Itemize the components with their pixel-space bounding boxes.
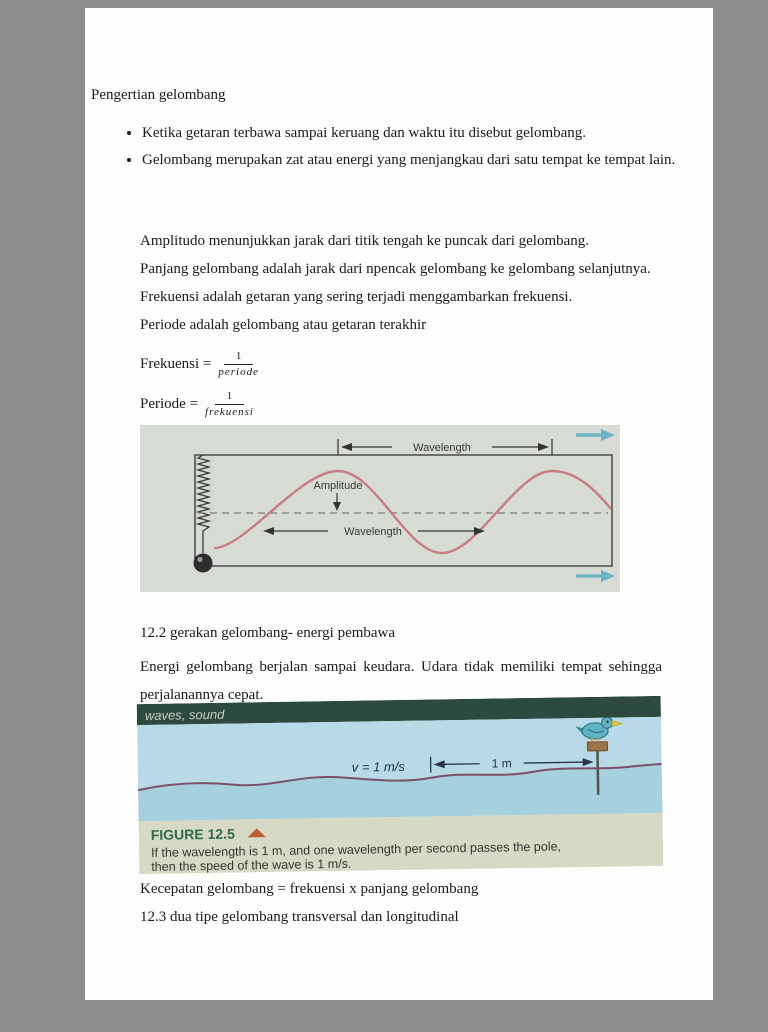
wavelength-mid-label: Wavelength [344, 526, 402, 538]
frequency-formula [140, 344, 259, 384]
formula-lhs: Frekuensi = [140, 356, 211, 373]
amplitude-label: Amplitude [314, 480, 363, 492]
period-formula [140, 384, 259, 424]
fraction [205, 390, 254, 419]
section-12-2-body: Energi gelombang berjalan sampai keudara. Udara tidak memiliki tempat sehingga perjalanannya cepat. [140, 653, 662, 709]
figure-label: FIGURE 12.5 [151, 826, 235, 843]
spring-icon [198, 455, 209, 553]
definitions-block [140, 227, 651, 339]
blue-arrow-right-top-icon [576, 429, 615, 441]
bullet-item: • Gelombang merupakan zat atau energi yang menjangkau dari satu tempat ke tempat lain. [142, 147, 699, 174]
definition-line: Periode adalah gelombang atau getaran terakhir [140, 311, 651, 339]
figure-12-5 [137, 696, 664, 874]
figure-12-5-svg [137, 696, 664, 874]
pendulum-ball-icon [194, 554, 213, 573]
fraction-numerator: 1 [215, 390, 245, 405]
page-title: Pengertian gelombang [91, 87, 226, 104]
bullet-item: • Ketika getaran terbawa sampai keruang dan waktu itu disebut gelombang. [142, 120, 699, 147]
arrow-left-icon [263, 527, 274, 535]
section-12-2-heading: 12.2 gerakan gelombang- energi pembawa [140, 625, 395, 642]
definition-line: Frekuensi adalah getaran yang sering terjadi menggambarkan frekuensi. [140, 283, 651, 311]
pole-cap [587, 742, 607, 751]
figure-header-partial-text: waves, sound [145, 707, 225, 723]
arrow-right-icon [538, 443, 549, 451]
pole [597, 750, 598, 795]
speed-label: v = 1 m/s [352, 759, 406, 775]
sine-wave [214, 471, 611, 553]
arrow-left-icon [341, 443, 352, 451]
bullet-list [118, 120, 699, 174]
wave-speed-line: Kecepatan gelombang = frekuensi x panjang gelombang [140, 881, 478, 898]
wavelength-top-label: Wavelength [413, 442, 471, 454]
definition-line: Amplitudo menunjukkan jarak dari titik tengah ke puncak dari gelombang. [140, 227, 651, 255]
fraction-denominator: periode [218, 365, 259, 379]
distance-label: 1 m [492, 756, 512, 770]
blue-arrow-right-bottom-icon [576, 570, 615, 582]
wave-diagram-svg [140, 425, 620, 592]
definition-line: Panjang gelombang adalah jarak dari npencak gelombang ke gelombang selanjutnya. [140, 255, 651, 283]
formula-lhs: Periode = [140, 396, 198, 413]
fraction-denominator: frekuensi [205, 405, 254, 419]
arrow-down-icon [333, 502, 341, 511]
document-page [85, 8, 713, 1000]
figure-caption-line2: then the speed of the wave is 1 m/s. [151, 857, 351, 874]
section-12-3-heading: 12.3 dua tipe gelombang transversal dan longitudinal [140, 909, 459, 926]
formulas-block [140, 344, 259, 424]
figure-caption-line1: If the wavelength is 1 m, and one wavelength per second passes the pole, [151, 839, 561, 859]
fraction-numerator: 1 [224, 350, 254, 365]
wave-diagram-figure [140, 425, 620, 592]
fraction [218, 350, 259, 379]
